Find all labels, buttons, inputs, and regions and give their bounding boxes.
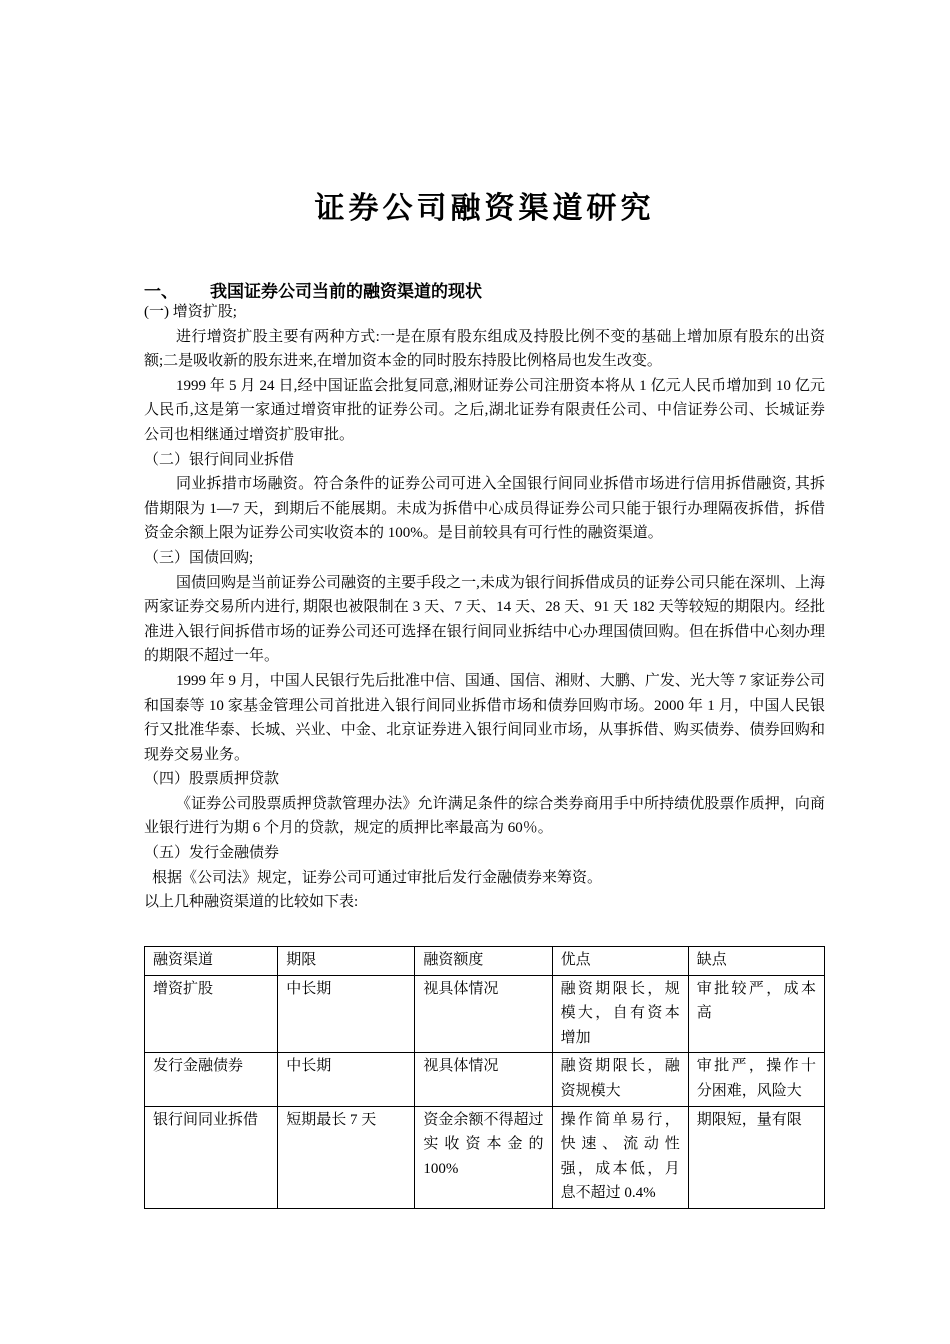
table-row [145, 1106, 825, 1208]
table-cell: 资金余额不得超过实收资本金的 100% [415, 1106, 552, 1208]
paragraph: 根据《公司法》规定，证券公司可通过审批后发行金融债券来筹资。 [152, 869, 603, 886]
table-cell: 中长期 [278, 975, 415, 1053]
table-intro: 以上几种融资渠道的比较如下表: [144, 894, 359, 911]
table-cell: 中长期 [278, 1053, 415, 1106]
table-cell: 增资扩股 [145, 975, 278, 1053]
table-header-cell: 融资额度 [415, 947, 552, 976]
table-header-cell: 期限 [278, 947, 415, 976]
table-row [145, 1053, 825, 1106]
table-header-cell: 缺点 [688, 947, 824, 976]
table-cell: 视具体情况 [415, 975, 552, 1053]
subheading-stock-pledge-loan: （四）股票质押贷款 [144, 771, 280, 788]
subheading-capital-increase: (一) 增资扩股; [144, 304, 237, 320]
paragraph: 1999 年 9 月，中国人民银行先后批准中信、国通、国信、湘财、大鹏、广发、光大等 7 家证券公司和国泰等 10 家基金管理公司首批进入银行间同业拆借市场和债券回购市场。2000 年 1 月，中国人民银行又批准华泰、长城、兴业、中金、北京证券进入银行间同业市场，从事拆借、购买债券、债券回购和现券交易业务。 [144, 672, 825, 763]
section-heading-text: 我国证券公司当前的融资渠道的现状 [210, 282, 482, 302]
subheading-bond-repo: （三）国债回购; [144, 549, 254, 566]
subheading-interbank-lending: （二）银行间同业拆借 [144, 451, 295, 468]
paragraph: 国债回购是当前证券公司融资的主要手段之一,未成为银行间拆借成员的证券公司只能在深圳、上海两家证券交易所内进行, 期限也被限制在 3 天、7 天、14 天、28 天、91 天 182 天等较短的期限内。经批准进入银行间拆借市场的证券公司还可选择在银行间同业拆结中心办理国债回购。但在拆借中心刻办理的期限不超过一年。 [144, 574, 825, 665]
table-cell: 融资期限长，融资规模大 [552, 1053, 688, 1106]
table-cell: 发行金融债券 [145, 1053, 278, 1106]
table-cell: 审批较严，成本高 [688, 975, 824, 1053]
table-header-cell: 融资渠道 [145, 947, 278, 976]
paragraph: 进行增资扩股主要有两种方式:一是在原有股东组成及持股比例不变的基础上增加原有股东的出资额;二是吸收新的股东进来,在增加资本金的同时股东持股比例格局也发生改变。 [144, 328, 825, 370]
paragraph: 《证券公司股票质押贷款管理办法》允许满足条件的综合类券商用手中所持绩优股票作质押，向商业银行进行为期 6 个月的贷款，规定的质押比率最高为 60％。 [144, 795, 825, 837]
table-cell: 短期最长 7 天 [278, 1106, 415, 1208]
table-header-row [145, 947, 825, 976]
paragraph: 1999 年 5 月 24 日,经中国证监会批复同意,湘财证券公司注册资本将从 1 亿元人民币增加到 10 亿元人民币,这是第一家通过增资审批的证券公司。之后,湖北证券有限责任公司、中信证券公司、长城证券公司也相继通过增资扩股审批。 [144, 377, 825, 443]
subheading-financial-bonds: （五）发行金融债券 [144, 845, 280, 862]
body-text [144, 300, 825, 915]
table-cell: 审批严，操作十分困难，风险大 [688, 1053, 824, 1106]
comparison-table [144, 946, 825, 1209]
table-header-cell: 优点 [552, 947, 688, 976]
table-cell: 操作简单易行，快速、流动性强，成本低，月息不超过 0.4% [552, 1106, 688, 1208]
section-number: 一、 [144, 282, 178, 302]
table-cell: 期限短，量有限 [688, 1106, 824, 1208]
table-cell: 融资期限长，规模大，自有资本增加 [552, 975, 688, 1053]
table-cell: 银行间同业拆借 [145, 1106, 278, 1208]
table-row [145, 975, 825, 1053]
table-cell: 视具体情况 [415, 1053, 552, 1106]
section-heading [144, 277, 482, 302]
document-title: 证券公司融资渠道研究 [314, 191, 655, 226]
paragraph: 同业拆措市场融资。符合条件的证券公司可进入全国银行间同业拆借市场进行信用拆借融资, 其拆借期限为 1—7 天，到期后不能展期。未成为拆借中心成员得证券公司只能于银行办理隔夜拆借，拆借资金余额上限为证券公司实收资本的 100%。是目前较具有可行性的融资渠道。 [144, 476, 825, 542]
